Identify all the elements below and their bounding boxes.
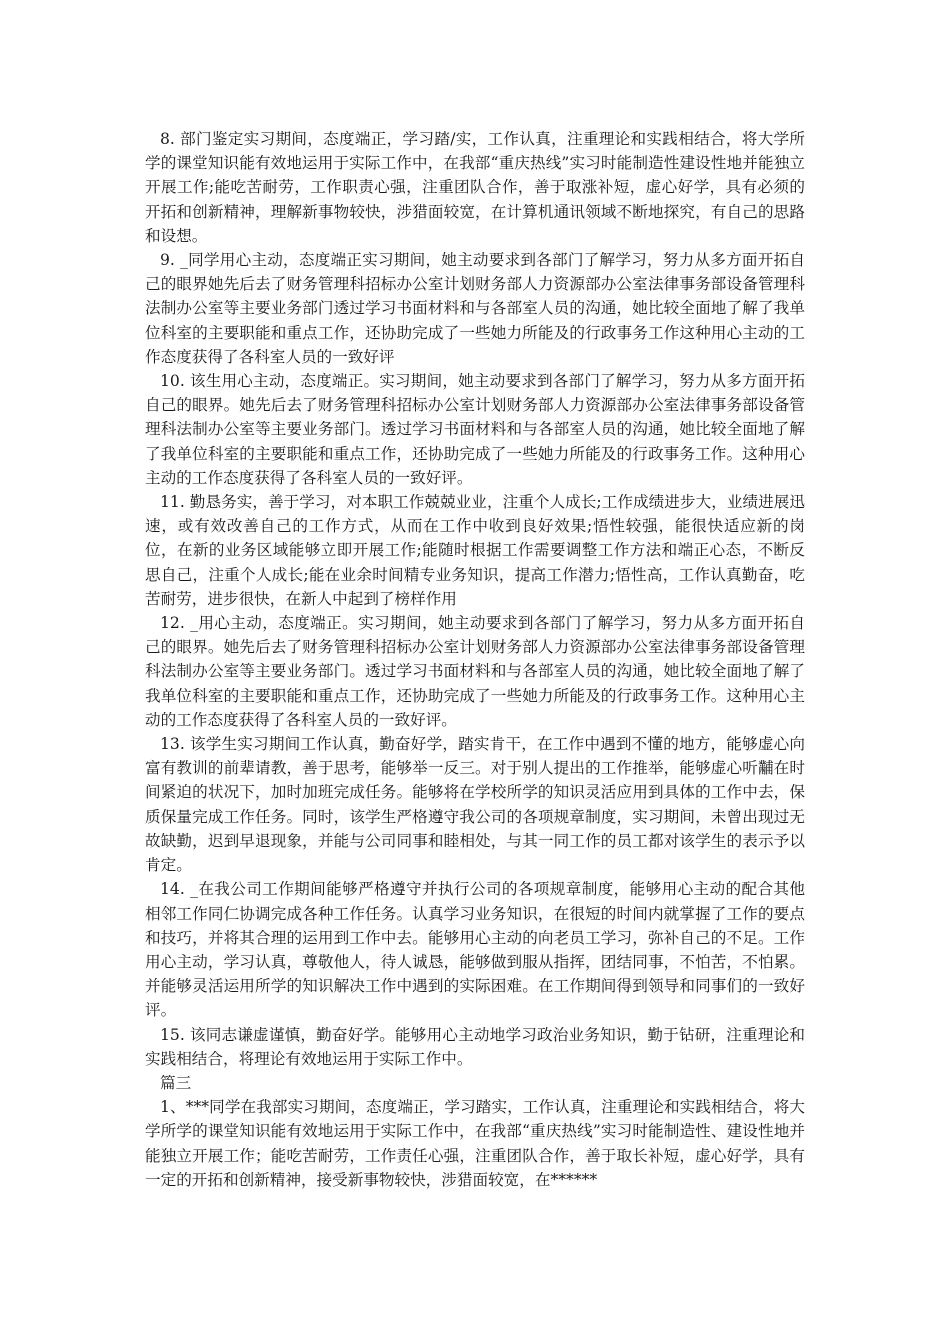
section-heading: 篇三 [160, 1073, 192, 1092]
paragraph-section3-1: 1、***同学在我部实习期间，态度端正，学习踏实，工作认真，注重理论和实践相结合，将大学所学的课堂知识能有效地运用于实际工作中，在我部“重庆热线”实习时能制造性、建设性地并能独立开展工作；能吃苦耐劳，工作责任心强，注重团队合作，善于取长补短，虚心好学，具有一定的开拓和创新精神，接受新事物较快，涉猎面较宽，在****** [145, 1098, 805, 1189]
document-body [145, 127, 805, 1192]
paragraph-10: 10. 该生用心主动，态度端正。实习期间，她主动要求到各部门了解学习，努力从多方面开拓自己的眼界。她先后去了财务管理科招标办公室计划财务部人力资源部办公室法律事务部设备管理科法制办公室等主要业务部门。透过学习书面材料和与各部室人员的沟通，她比较全面地了解了我单位科室的主要职能和重点工作，还协助完成了一些她力所能及的行政事务工作。这种用心主动的工作态度获得了各科室人员的一致好评。 [145, 372, 805, 487]
paragraph-8: 8. 部门鉴定实习期间，态度端正，学习踏/实，工作认真，注重理论和实践相结合，将大学所学的课堂知识能有效地运用于实际工作中，在我部“重庆热线”实习时能制造性建设性地并能独立开展工作;能吃苦耐劳，工作职责心强，注重团队合作，善于取涨补短，虚心好学，具有必须的开拓和创新精神，理解新事物较快，涉猎面较宽，在计算机通讯领域不断地探究，有自己的思路和设想。 [145, 130, 805, 245]
paragraph-14: 14. _在我公司工作期间能够严格遵守并执行公司的各项规章制度，能够用心主动的配合其他相邻工作同仁协调完成各种工作任务。认真学习业务知识，在很短的时间内就掌握了工作的要点和技巧，并将其合理的运用到工作中去。能够用心主动的向老员工学习，弥补自己的不足。工作用心主动，学习认真，尊敬他人，待人诚恳，能够做到服从指挥，团结同事，不怕苦，不怕累。并能够灵活运用所学的知识解决工作中遇到的实际困难。在工作期间得到领导和同事们的一致好评。 [145, 880, 805, 1020]
paragraph-11: 11. 勤恳务实，善于学习，对本职工作兢兢业业，注重个人成长;工作成绩进步大，业绩进展迅速，或有效改善自己的工作方式，从而在工作中收到良好效果;悟性较强，能很快适应新的岗位，在新的业务区域能够立即开展工作;能随时根据工作需要调整工作方法和端正心态，不断反思自己，注重个人成长;能在业余时间精专业务知识，提高工作潜力;悟性高，工作认真勤奋，吃苦耐劳，进步很快，在新人中起到了榜样作用 [145, 493, 805, 608]
paragraph-13: 13. 该学生实习期间工作认真，勤奋好学，踏实肯干，在工作中遇到不懂的地方，能够虚心向富有教训的前辈请教，善于思考，能够举一反三。对于别人提出的工作推举，能够虚心听黼在时间紧迫的状况下，加时加班完成任务。能够将在学校所学的知识灵活应用到具体的工作中去，保质保量完成工作任务。同时，该学生严格遵守我公司的各项规章制度，实习期间，未曾出现过无故缺勤，迟到早退现象，并能与公司同事和睦相处，与其一同工作的员工都对该学生的表示予以肯定。 [145, 735, 805, 875]
paragraph-15: 15. 该同志谦虚谨慎，勤奋好学。能够用心主动地学习政治业务知识，勤于钻研，注重理论和实践相结合，将理论有效地运用于实际工作中。 [145, 1025, 805, 1068]
paragraph-9: 9. _同学用心主动，态度端正实习期间，她主动要求到各部门了解学习，努力从多方面开拓自己的眼界她先后去了财务管理科招标办公室计划财务部人力资源部办公室法律事务部设备管理科法制办公室等主要业务部门透过学习书面材料和与各部室人员的沟通，她比较全面地了解了我单位科室的主要职能和重点工作，还协助完成了一些她力所能及的行政事务工作这种用心主动的工作态度获得了各科室人员的一致好评 [145, 251, 805, 366]
paragraph-12: 12. _用心主动，态度端正。实习期间，她主动要求到各部门了解学习，努力从多方面开拓自己的眼界。她先后去了财务管理科招标办公室计划财务部人力资源部办公室法律事务部设备管理科法制办公室等主要业务部门。透过学习书面材料和与各部室人员的沟通，她比较全面地了解了我单位科室的主要职能和重点工作，还协助完成了一些她力所能及的行政事务工作。这种用心主动的工作态度获得了各科室人员的一致好评。 [145, 614, 805, 729]
